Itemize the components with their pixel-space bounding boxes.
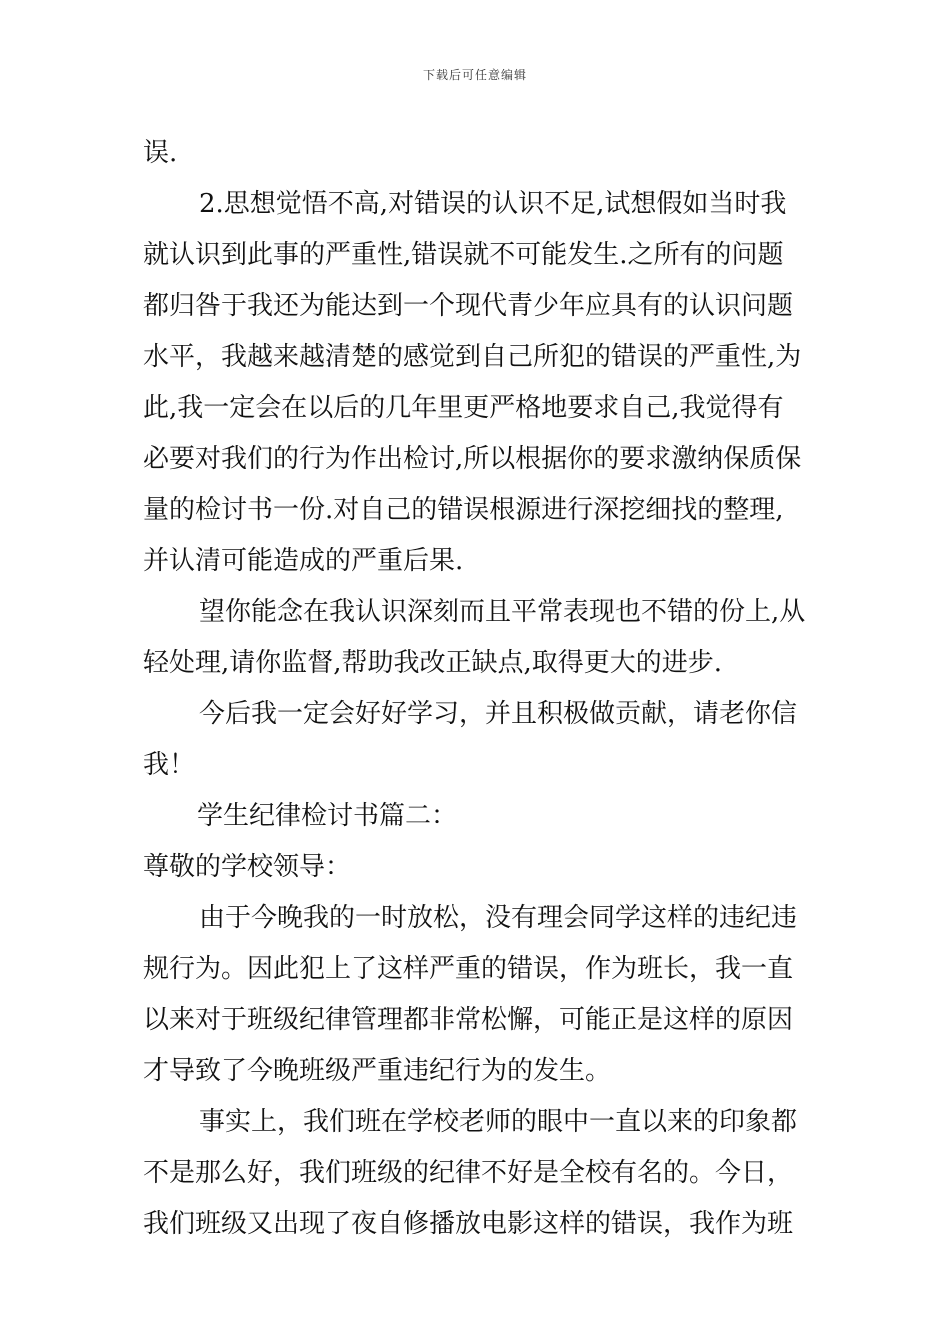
text-line: 都归咎于我还为能达到一个现代青少年应具有的认识问题 xyxy=(143,291,794,321)
text-line: 我！ xyxy=(143,750,196,780)
text-line: 误. xyxy=(143,138,178,168)
text-line: 此,我一定会在以后的几年里更严格地要求自己,我觉得有 xyxy=(143,393,784,423)
text-line: 我们班级又出现了夜自修播放电影这样的错误，我作为班 xyxy=(143,1209,794,1239)
paragraph-start-line: 事实上，我们班在学校老师的眼中一直以来的印象都 xyxy=(199,1107,798,1137)
paragraph-start-line: 望你能念在我认识深刻而且平常表现也不错的份上,从 xyxy=(199,597,806,627)
text-line: 就认识到此事的严重性,错误就不可能发生.之所有的问题 xyxy=(143,240,784,270)
salutation-line: 尊敬的学校领导： xyxy=(143,852,352,882)
section-heading: 学生纪律检讨书篇二： xyxy=(197,801,458,831)
document-body xyxy=(143,128,808,1250)
text-line: 以来对于班级纪律管理都非常松懈，可能正是这样的原因 xyxy=(143,1005,794,1035)
text-line: 规行为。因此犯上了这样严重的错误，作为班长，我一直 xyxy=(143,954,794,984)
header-note: 下载后可任意编辑 xyxy=(422,68,527,82)
text-line: 量的检讨书一份.对自己的错误根源进行深挖细找的整理, xyxy=(143,495,784,525)
paragraph-start-line: 今后我一定会好好学习，并且积极做贡献，请老你信 xyxy=(199,699,798,729)
text-line: 水平，我越来越清楚的感觉到自己所犯的错误的严重性,为 xyxy=(143,342,802,372)
paragraph-start-line: 由于今晚我的一时放松，没有理会同学这样的违纪违 xyxy=(199,903,798,933)
text-line: 才导致了今晚班级严重违纪行为的发生。 xyxy=(143,1056,612,1086)
text-line: 必要对我们的行为作出检讨,所以根据你的要求激纳保质保 xyxy=(143,444,802,474)
paragraph-start-line: 2.思想觉悟不高,对错误的认识不足,试想假如当时我 xyxy=(199,189,787,219)
text-line: 轻处理,请你监督,帮助我改正缺点,取得更大的进步. xyxy=(143,648,723,678)
text-line: 并认清可能造成的严重后果. xyxy=(143,546,464,576)
text-line: 不是那么好，我们班级的纪律不好是全校有名的。今日， xyxy=(143,1158,794,1188)
